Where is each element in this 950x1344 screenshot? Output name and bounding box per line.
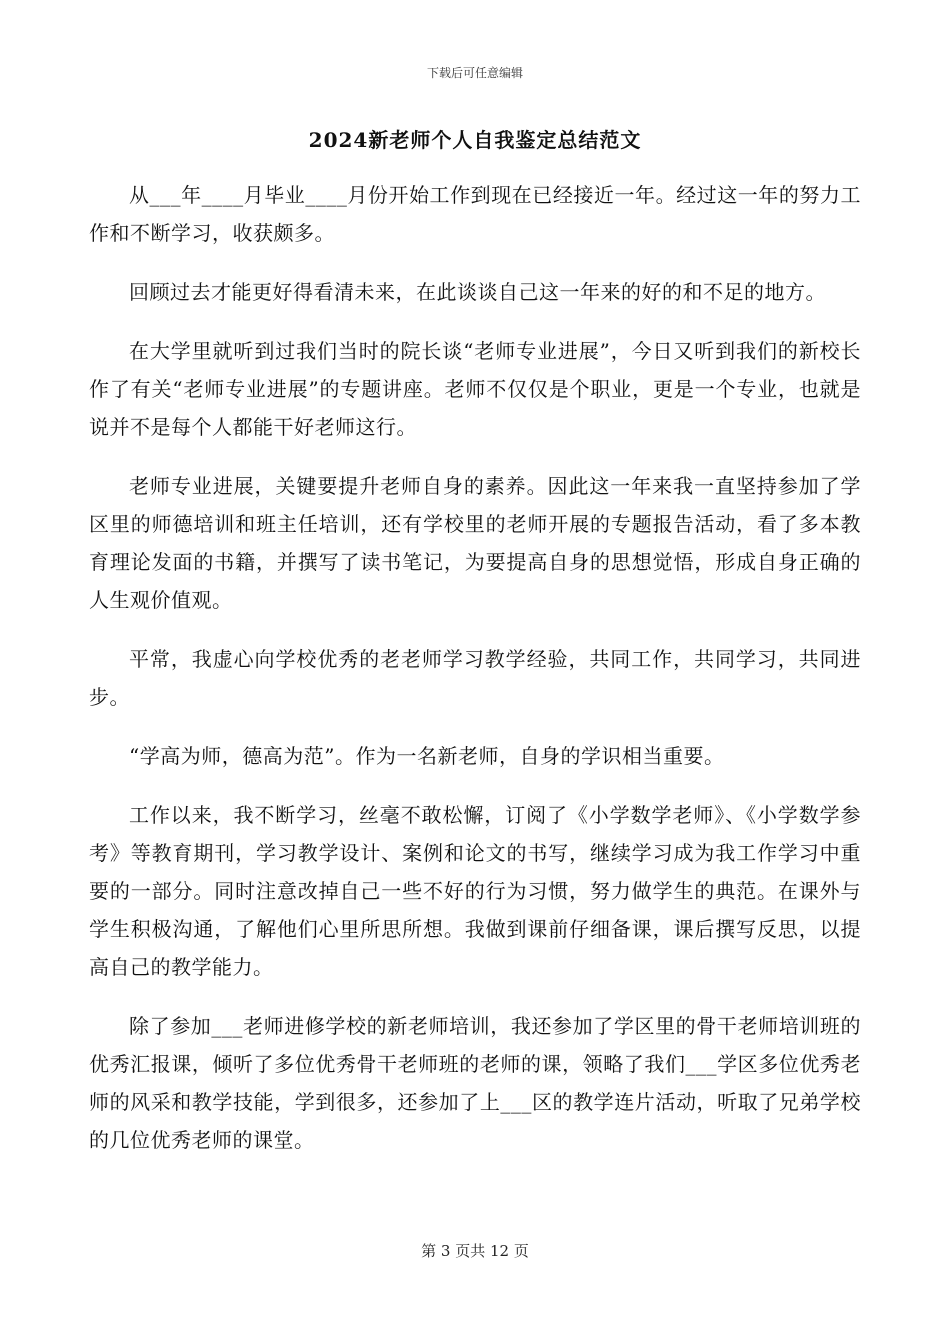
paragraph: 工作以来，我不断学习，丝毫不敢松懈，订阅了《小学数学老师》、《小学数学参考》等教育期刊，学习教学设计、案例和论文的书写，继续学习成为我工作学习中重要的一部分。同时注意改掉自己一些不好的行为习惯，努力做学生的典范。在课外与学生积极沟通，了解他们心里所思所想。我做到课前仔细备课，课后撰写反思，以提高自己的教学能力。 (89, 803, 861, 979)
paragraph: 老师专业进展，关键要提升老师自身的素养。因此这一年来我一直坚持参加了学区里的师德培训和班主任培训，还有学校里的老师开展的专题报告活动，看了多本教育理论发面的书籍，并撰写了读书笔记，为要提高自身的思想觉悟，形成自身正确的人生观价值观。 (89, 474, 861, 612)
document-title: 2024新老师个人自我鉴定总结范文 (308, 128, 642, 152)
page-number: 第 3 页共 12 页 (421, 1242, 529, 1260)
paragraph: 平常，我虚心向学校优秀的老老师学习教学经验，共同工作，共同学习，共同进步。 (89, 647, 861, 709)
document-body (89, 176, 861, 1180)
paragraph: 除了参加___老师进修学校的新老师培训，我还参加了学区里的骨干老师培训班的优秀汇报课，倾听了多位优秀骨干老师班的老师的课，领略了我们___学区多位优秀老师的风采和教学技能，学到很多，还参加了上___区的教学连片活动，听取了兄弟学校的几位优秀老师的课堂。 (89, 1014, 861, 1152)
paragraph: 在大学里就听到过我们当时的院长谈“老师专业进展”，今日又听到我们的新校长作了有关“老师专业进展”的专题讲座。老师不仅仅是个职业，更是一个专业，也就是说并不是每个人都能干好老师这行。 (89, 339, 861, 439)
paragraph: 从___年____月毕业____月份开始工作到现在已经接近一年。经过这一年的努力工作和不断学习，收获颇多。 (89, 183, 861, 245)
paragraph: 回顾过去才能更好得看清未来，在此谈谈自己这一年来的好的和不足的地方。 (129, 280, 826, 304)
page-header: 下载后可任意编辑 (426, 66, 523, 80)
paragraph: “学高为师，德高为范”。作为一名新老师，自身的学识相当重要。 (129, 744, 725, 768)
